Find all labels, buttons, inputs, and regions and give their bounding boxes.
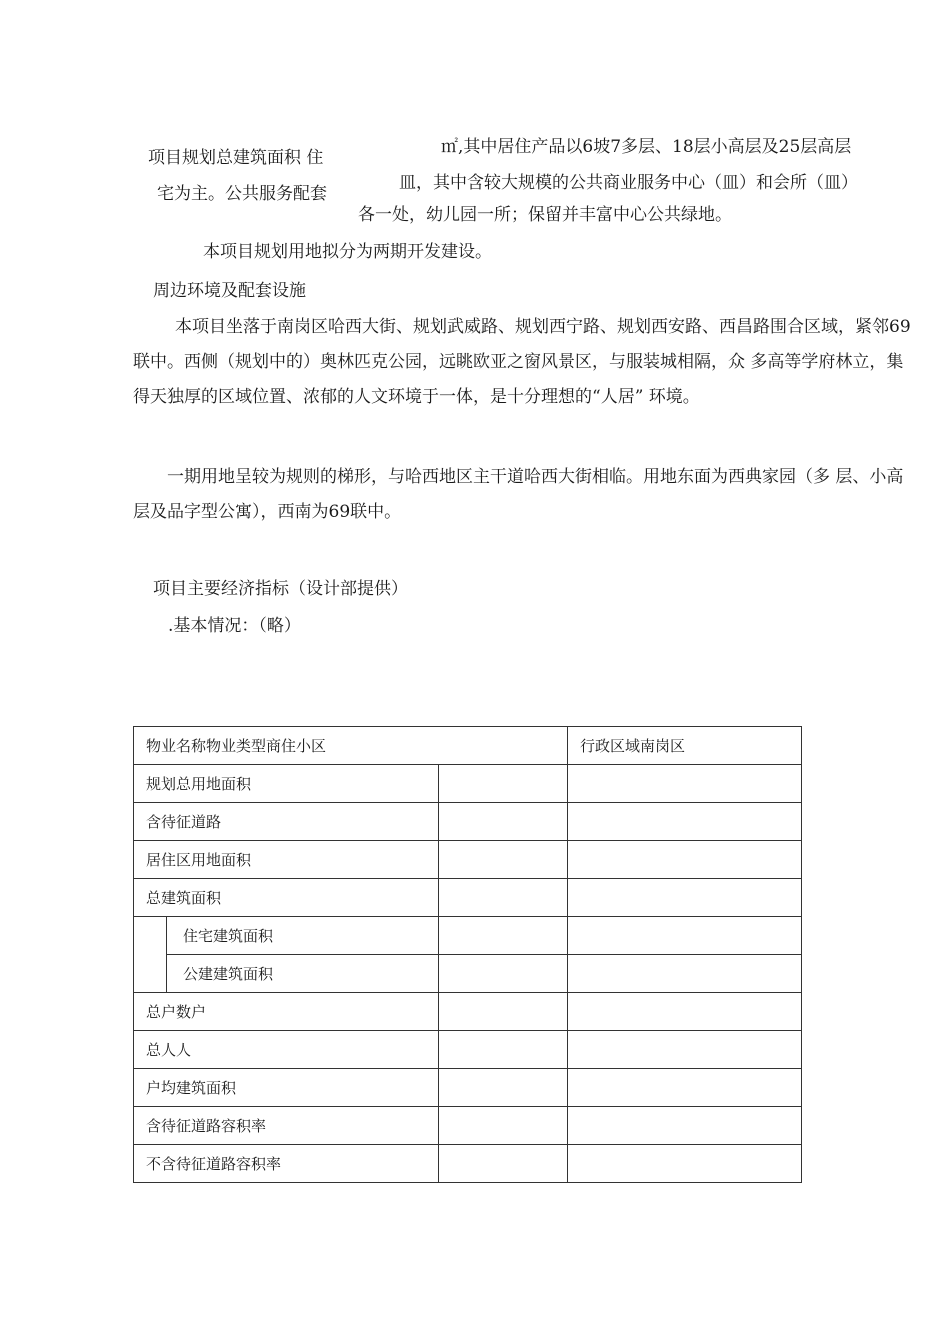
table-cell: [568, 1107, 802, 1145]
economic-indicators-heading: 项目主要经济指标（设计部提供）: [153, 579, 408, 599]
intro-right-line-1: ㎡,其中居住产品以6坡7多层、18层小高层及25层高层: [441, 137, 852, 157]
intro-left-line-1: 项目规划总建筑面积 住: [148, 148, 324, 168]
row-label-residential-floor-area: 住宅建筑面积: [167, 917, 439, 955]
table-row: [134, 765, 802, 803]
row-label-households: 总户数户: [134, 993, 439, 1031]
table-cell: [568, 1069, 802, 1107]
table-cell: [568, 879, 802, 917]
table-row: [134, 803, 802, 841]
sub-item-bracket: [134, 917, 167, 993]
table-cell: [568, 993, 802, 1031]
environment-paragraph-2: 一期用地呈较为规则的梯形，与哈西地区主干道哈西大街相临。用地东面为西典家园（多 层、小高层及品字型公寓），西南为69联中。: [133, 467, 904, 522]
table-cell: [439, 1069, 568, 1107]
table-row: [134, 1031, 802, 1069]
row-label-far-without-road: 不含待征道路容积率: [134, 1145, 439, 1183]
intro-left-line-2: 宅为主。公共服务配套: [157, 184, 327, 204]
row-label-public-floor-area: 公建建筑面积: [167, 955, 439, 993]
table-row: [134, 955, 802, 993]
table-row: [134, 1145, 802, 1183]
table-cell: [439, 993, 568, 1031]
table-cell: [439, 803, 568, 841]
table-cell: [439, 917, 568, 955]
row-label-road-included: 含待征道路: [134, 803, 439, 841]
row-label-total-land-area: 规划总用地面积: [134, 765, 439, 803]
table-cell: [568, 955, 802, 993]
row-label-population: 总人人: [134, 1031, 439, 1069]
row-label-far-with-road: 含待征道路容积率: [134, 1107, 439, 1145]
table-cell: [568, 765, 802, 803]
basic-info-line: .基本情况：（略）: [168, 616, 301, 636]
table-cell: [568, 841, 802, 879]
table-row: [134, 841, 802, 879]
table-row: [134, 1069, 802, 1107]
table-header-right: 行政区域南岗区: [568, 727, 802, 765]
table-cell: [568, 917, 802, 955]
phase-text: 本项目规划用地拟分为两期开发建设。: [203, 242, 492, 262]
row-label-residential-land-area: 居住区用地面积: [134, 841, 439, 879]
table-cell: [439, 955, 568, 993]
table-cell: [439, 765, 568, 803]
intro-right-line-2: 皿，其中含较大规模的公共商业服务中心（皿）和会所（皿）: [399, 173, 858, 193]
table-row: [134, 727, 802, 765]
economic-indicators-table: [133, 726, 802, 1183]
table-row: [134, 879, 802, 917]
table-row: [134, 917, 802, 955]
table-header-left: 物业名称物业类型商住小区: [134, 727, 568, 765]
environment-heading: 周边环境及配套设施: [153, 281, 306, 301]
table-cell: [568, 803, 802, 841]
table-row: [134, 993, 802, 1031]
table-row: [134, 1107, 802, 1145]
table-cell: [439, 1031, 568, 1069]
table-cell: [439, 1107, 568, 1145]
environment-paragraph-1: 本项目坐落于南岗区哈西大街、规划武威路、规划西宁路、规划西安路、西昌路围合区域，紧邻69联中。西侧（规划中的）奥林匹克公园，远眺欧亚之窗风景区，与服装城相隔，众 多高等学府林立，集得天独厚的区域位置、浓郁的人文环境于一体，是十分理想的“人居” 环境。: [133, 317, 911, 407]
table-cell: [439, 841, 568, 879]
row-label-avg-floor-area: 户均建筑面积: [134, 1069, 439, 1107]
table-cell: [568, 1031, 802, 1069]
table-cell: [439, 1145, 568, 1183]
intro-right-line-3: 各一处，幼儿园一所；保留并丰富中心公共绿地。: [358, 205, 732, 225]
table-cell: [568, 1145, 802, 1183]
row-label-total-floor-area: 总建筑面积: [134, 879, 439, 917]
table-cell: [439, 879, 568, 917]
